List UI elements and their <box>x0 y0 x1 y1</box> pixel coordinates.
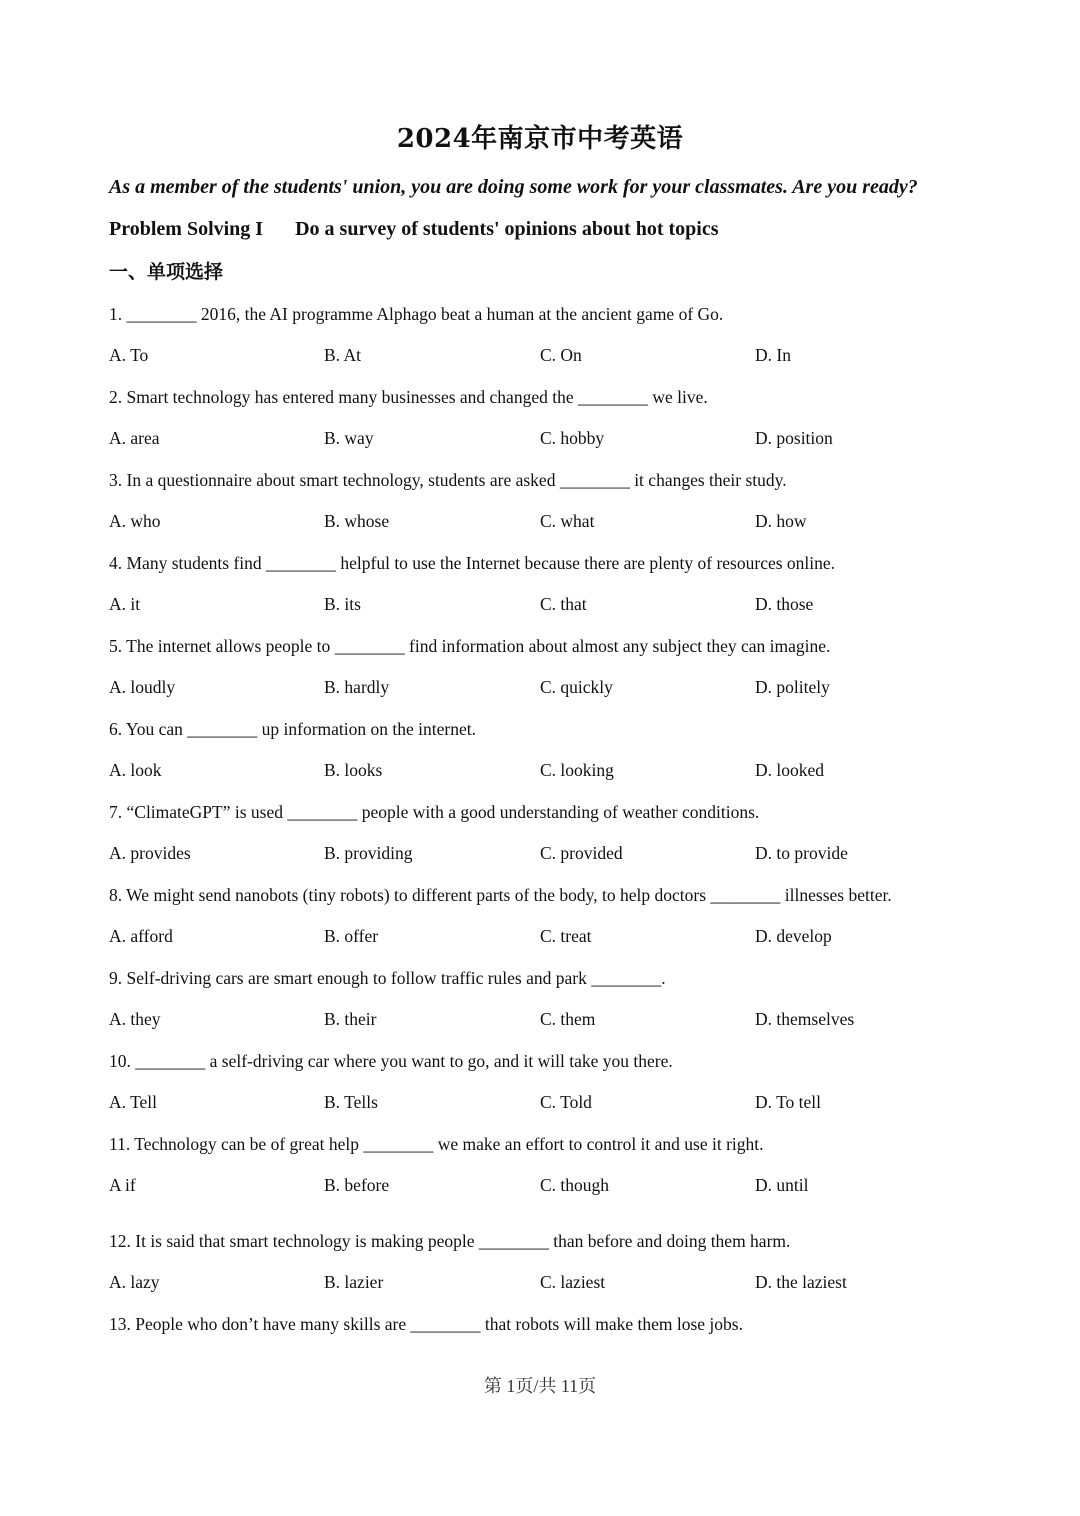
option-d: D. the laziest <box>755 1272 847 1292</box>
question-item <box>109 798 1009 881</box>
option-c: C. looking <box>540 760 614 780</box>
option-b: B. before <box>324 1175 390 1195</box>
option-d: D. To tell <box>755 1092 822 1112</box>
option-a: A. they <box>109 1009 161 1029</box>
option-c: C. quickly <box>540 677 613 697</box>
problem-topic: Do a survey of students' opinions about hot topics <box>295 218 719 240</box>
option-a: A. who <box>109 511 161 531</box>
option-b: B. offer <box>324 926 379 946</box>
question-item <box>109 1227 1009 1310</box>
question-stem: 2. Smart technology has entered many businesses and changed the ________ we live. <box>109 387 708 407</box>
page-title: 2024年南京市中考英语 <box>396 124 684 154</box>
option-a: A if <box>109 1175 136 1195</box>
question-item <box>109 466 1009 549</box>
option-d: D. to provide <box>755 843 848 863</box>
options-row <box>109 839 1009 881</box>
option-d: D. In <box>755 345 791 365</box>
options-row <box>109 590 1009 632</box>
section-heading: 一、单项选择 <box>109 261 224 283</box>
question-stem: 12. It is said that smart technology is making people ________ than before and doing them harm. <box>109 1231 791 1251</box>
option-d: D. looked <box>755 760 825 780</box>
option-b: B. its <box>324 594 361 614</box>
question-stem: 13. People who don’t have many skills are ________ that robots will make them lose jobs. <box>109 1314 743 1334</box>
question-item <box>109 1310 1009 1351</box>
question-stem: 1. ________ 2016, the AI programme Alphago beat a human at the ancient game of Go. <box>109 304 724 324</box>
options-row <box>109 922 1009 964</box>
option-a: A. lazy <box>109 1272 160 1292</box>
option-c: C. that <box>540 594 587 614</box>
option-b: B. whose <box>324 511 390 531</box>
option-b: B. their <box>324 1009 377 1029</box>
option-c: C. what <box>540 511 595 531</box>
options-row <box>109 424 1009 466</box>
option-a: A. it <box>109 594 141 614</box>
option-c: C. laziest <box>540 1272 606 1292</box>
option-d: D. position <box>755 428 833 448</box>
option-b: B. looks <box>324 760 383 780</box>
page-footer: 第 1页/共 11页 <box>483 1376 597 1396</box>
question-item <box>109 1047 1009 1130</box>
option-b: B. lazier <box>324 1272 384 1292</box>
question-stem: 6. You can ________ up information on the internet. <box>109 719 476 739</box>
options-row <box>109 673 1009 715</box>
question-item <box>109 715 1009 798</box>
option-d: D. themselves <box>755 1009 855 1029</box>
option-b: B. Tells <box>324 1092 378 1112</box>
option-b: B. hardly <box>324 677 390 697</box>
option-c: C. provided <box>540 843 623 863</box>
problem-label: Problem Solving I <box>109 218 264 240</box>
options-row <box>109 1268 1009 1310</box>
options-row <box>109 1171 1009 1227</box>
option-a: A. provides <box>109 843 191 863</box>
option-b: B. providing <box>324 843 413 863</box>
options-row <box>109 1005 1009 1047</box>
option-a: A. area <box>109 428 160 448</box>
question-stem: 10. ________ a self-driving car where you want to go, and it will take you there. <box>109 1051 673 1071</box>
option-a: A. Tell <box>109 1092 158 1112</box>
option-a: A. look <box>109 760 162 780</box>
question-list <box>109 300 1009 1351</box>
option-d: D. until <box>755 1175 809 1195</box>
question-item <box>109 964 1009 1047</box>
options-row <box>109 1088 1009 1130</box>
option-c: C. hobby <box>540 428 605 448</box>
option-c: C. them <box>540 1009 596 1029</box>
option-c: C. Told <box>540 1092 592 1112</box>
question-stem: 11. Technology can be of great help ________ we make an effort to control it and use it right. <box>109 1134 764 1154</box>
question-stem: 7. “ClimateGPT” is used ________ people with a good understanding of weather conditions. <box>109 802 760 822</box>
option-c: C. treat <box>540 926 592 946</box>
option-a: A. afford <box>109 926 173 946</box>
question-stem: 9. Self-driving cars are smart enough to follow traffic rules and park ________. <box>109 968 666 988</box>
question-stem: 3. In a questionnaire about smart technology, students are asked ________ it changes their study. <box>109 470 787 490</box>
question-item <box>109 300 1009 383</box>
question-stem: 8. We might send nanobots (tiny robots) to different parts of the body, to help doctors ________ illnesses better. <box>109 885 892 905</box>
problem-heading <box>109 218 719 241</box>
question-stem: 5. The internet allows people to ________ find information about almost any subject they can imagine. <box>109 636 831 656</box>
option-c: C. though <box>540 1175 610 1195</box>
intro-text: As a member of the students' union, you are doing some work for your classmates. Are you ready? <box>109 176 918 198</box>
option-b: B. way <box>324 428 374 448</box>
question-item <box>109 549 1009 632</box>
option-d: D. those <box>755 594 814 614</box>
option-d: D. develop <box>755 926 832 946</box>
options-row <box>109 507 1009 549</box>
question-stem: 4. Many students find ________ helpful to use the Internet because there are plenty of resources online. <box>109 553 836 573</box>
question-item <box>109 1130 1009 1227</box>
options-row <box>109 756 1009 798</box>
option-a: A. To <box>109 345 149 365</box>
option-d: D. how <box>755 511 807 531</box>
question-item <box>109 383 1009 466</box>
option-b: B. At <box>324 345 361 365</box>
option-c: C. On <box>540 345 582 365</box>
options-row <box>109 341 1009 383</box>
question-item <box>109 881 1009 964</box>
option-d: D. politely <box>755 677 830 697</box>
question-item <box>109 632 1009 715</box>
option-a: A. loudly <box>109 677 176 697</box>
